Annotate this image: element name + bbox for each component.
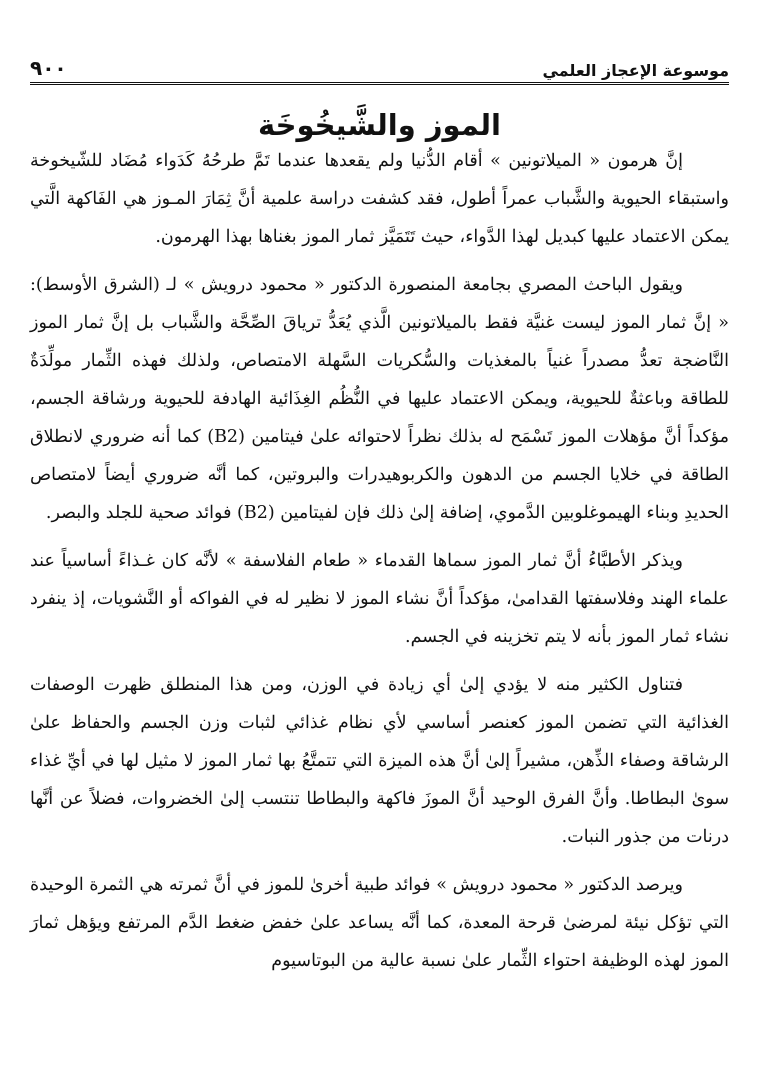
paragraph-3: ويذكر الأطبَّاءُ أنَّ ثمار الموز سماها القدماء « طعام الفلاسفة » لأنَّه كان غـذاءً أساسياً عند علماء الهند وفلاسفتها القدامىٰ، مؤكداً أنَّ نشاء الموز لا نظير له في الفواكه أو النَّشويات، إذ ينفرد نشاء ثمار الموز بأنه لا يتم تخزينه في الجسم. xyxy=(30,551,729,647)
article-body xyxy=(30,142,729,980)
paragraph-1: إنَّ هرمون « الميلاتونين » أقام الدُّنيا ولم يقعدها عندما تَمَّ طرحُهُ كَدَواء مُضَاد للشّيخوخة واستبقاء الحيوية والشَّباب عمراً أطول، فقد كشفت دراسة علمية أنَّ ثِمَارَ المـوز هي الفَاكهة الَّتي يمكن الاعتماد عليها كبديل لهذا الدَّواء، حيث تَتَمَيَّز ثمار الموز بغناها بهذا الهرمون. xyxy=(30,151,729,247)
page-header xyxy=(30,50,729,85)
article-title: الموز والشَّيخُوخَة xyxy=(257,108,502,143)
paragraph-2: ويقول الباحث المصري بجامعة المنصورة الدكتور « محمود درويش » لـ (الشرق الأوسط): « إنَّ ثمار الموز ليست غنيَّة فقط بالميلاتونين الَّذي يُعَدُّ ترياقَ الصِّحَّة والشَّباب بل إنَّ ثمار الموز النَّاضجة تعدُّ مصدراً غنياً بالمغذيات والسُّكريات السَّهلة الامتصاص، ولذلك فهذه الثِّمار مولِّدَةٌ للطاقة وباعثةٌ للحيوية، ويمكن الاعتماد عليها في النُّظُم الغِذَائية الهادفة للحيوية ورشاقة الجسم، مؤكداً أنَّ مؤهلات الموز تَسْمَح له بذلك نظراً لاحتوائه علىٰ فيتامين (B2) كما أنه ضروري لانطلاق الطاقة في خلايا الجسم من الدهون والكربوهيدرات والبروتين، كما أنَّه ضروري أيضاً لامتصاص الحديدِ وبناء الهيموغلوبين الدَّموي، إضافة إلىٰ ذلك فإن لفيتامين (B2) فوائد صحية للجلد والبصر. xyxy=(30,275,729,523)
page-number: ٩٠٠ xyxy=(30,56,67,80)
paragraph-5: ويرصد الدكتور « محمود درويش » فوائد طبية أخرىٰ للموز في أنَّ ثمرته هي الثمرة الوحيدة التي تؤكل نيئة لمرضىٰ قرحة المعدة، كما أنَّه يساعد علىٰ خفض ضغط الدَّم المرتفع ويؤهل ثمارَ الموز لهذه الوظيفة احتواء الثِّمار علىٰ نسبة عالية من البوتاسيوم xyxy=(30,875,729,971)
paragraph-4: فتناول الكثير منه لا يؤدي إلىٰ أي زيادة في الوزن، ومن هذا المنطلق ظهرت الوصفات الغذائية التي تضمن الموز كعنصر أساسي لأي نظام غذائي لثبات وزن الجسم والحفاظ علىٰ الرشاقة وصفاء الذِّهن، مشيراً إلىٰ أنَّ هذه الميزة التي تتمتَّعُ بها ثمار الموز لا مثيل لها في أيِّ غذاء سوىٰ البطاطا. وأنَّ الفرق الوحيد أنَّ الموزَ فاكهة والبطاطا تنتسب إلىٰ الخضروات، فضلاً عن أنَّها درنات من جذور النبات. xyxy=(30,675,729,847)
running-title: موسوعة الإعجاز العلمي xyxy=(542,61,729,80)
